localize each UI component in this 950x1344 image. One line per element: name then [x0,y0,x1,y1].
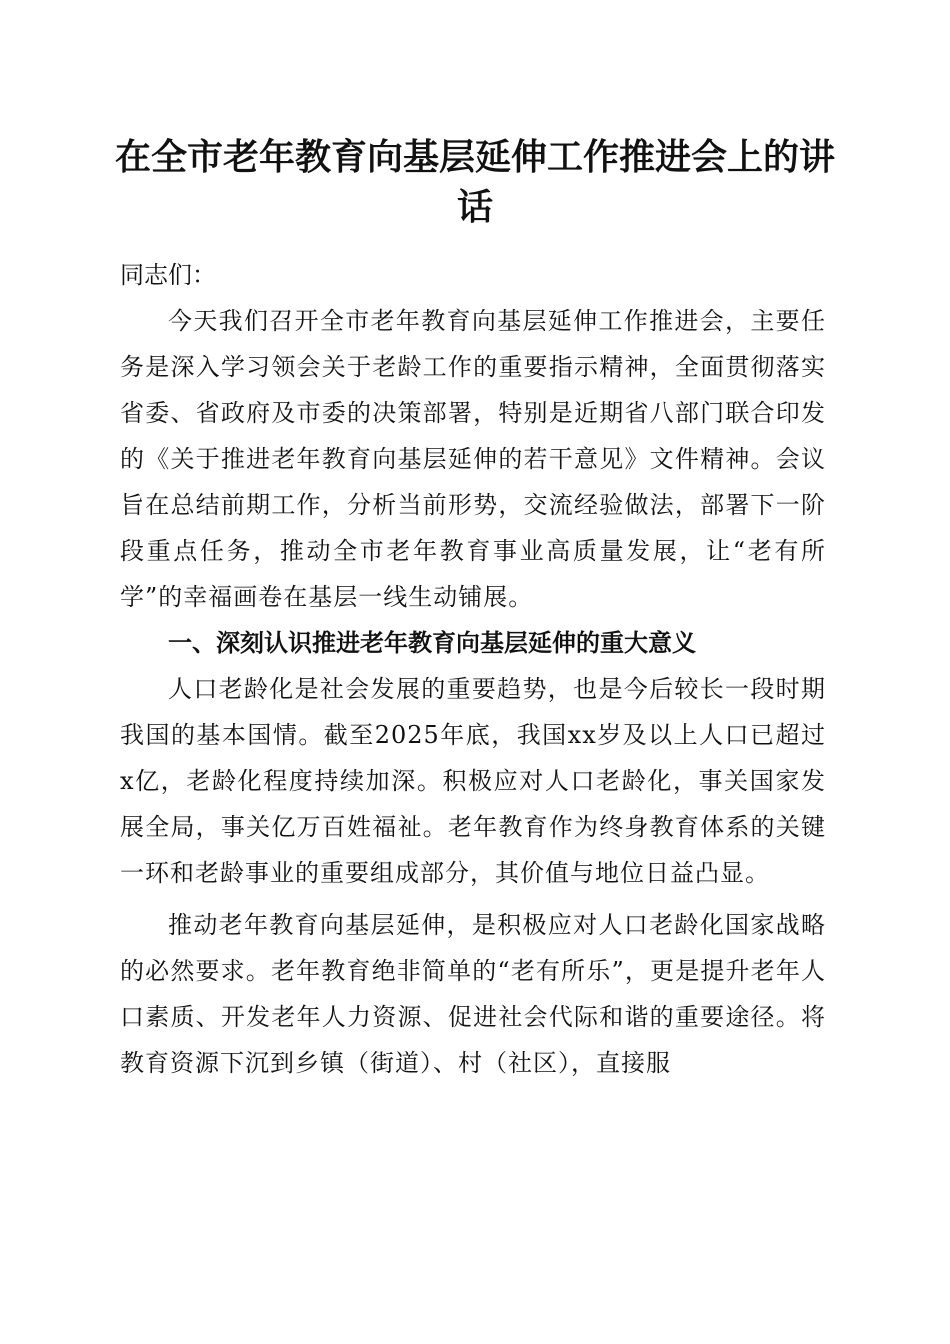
section1-paragraph-1: 人口老龄化是社会发展的重要趋势，也是今后较长一段时期我国的基本国情。截至2025年底，我国xx岁及以上人口已超过x亿，老龄化程度持续加深。积极应对人口老龄化，事关国家发展全局，事关亿万百姓福祉。老年教育作为终身教育体系的关键一环和老龄事业的重要组成部分，其价值与地位日益凸显。 [120,675,826,887]
section-heading-1: 一、深刻认识推进老年教育向基层延伸的重大意义 [168,629,696,657]
salutation: 同志们： [120,261,216,289]
section1-paragraph-2: 推动老年教育向基层延伸，是积极应对人口老龄化国家战略的必然要求。老年教育绝非简单的“老有所乐”，更是提升老年人口素质、开发老年人力资源、促进社会代际和谐的重要途径。将教育资源下沉到乡镇（街道）、村（社区），直接服 [120,911,826,1077]
document-title: 在全市老年教育向基层延伸工作推进会上的讲话 [114,136,835,228]
document-body [120,252,826,1086]
intro-paragraph: 今天我们召开全市老年教育向基层延伸工作推进会，主要任务是深入学习领会关于老龄工作的重要指示精神，全面贯彻落实省委、省政府及市委的决策部署，特别是近期省八部门联合印发的《关于推进老年教育向基层延伸的若干意见》文件精神。会议旨在总结前期工作，分析当前形势，交流经验做法，部署下一阶段重点任务，推动全市老年教育事业高质量发展，让“老有所学”的幸福画卷在基层一线生动铺展。 [120,307,826,611]
